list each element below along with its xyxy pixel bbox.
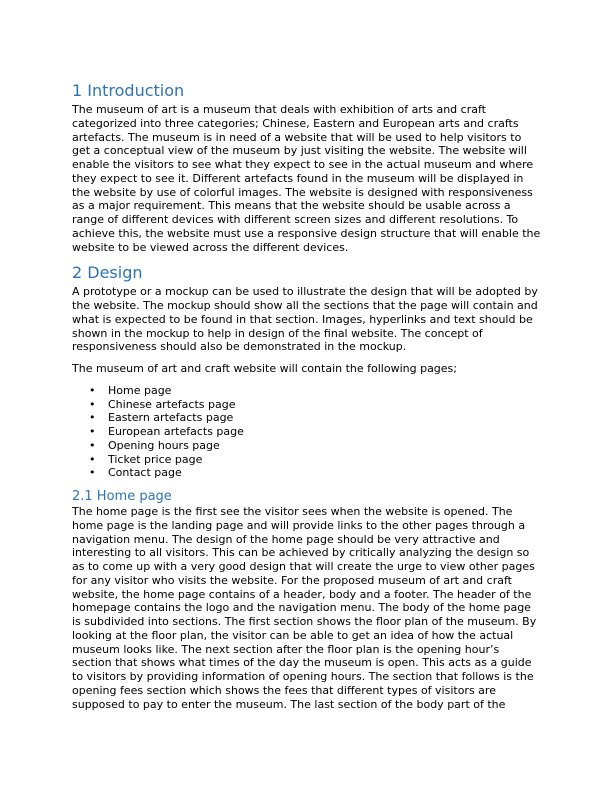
home-page-paragraph: The home page is the first see the visitor sees when the website is opened. The home page is the landing page and will provide links to the other pages through a navigation menu. The design of the home page should be very attractive and interesting to all visitors. This can be achieved by critically analyzing the design so as to come up with a very good design that will create the urge to view other pages for any visitor who visits the website. For the proposed museum of art and craft website, the home page contains of a header, body and a footer. The header of the homepage contains the logo and the navigation menu. The body of the home page is subdivided into sections. The first section shows the floor plan of the museum. By looking at the floor plan, the visitor can be able to get an idea of how the actual museum looks like. The next section after the floor plan is the opening hour’s section that shows what times of the day the museum is open. This acts as a guide to visitors by providing information of opening hours. The section that follows is the opening fees section which shows the fees that different types of visitors are supposed to pay to enter the museum. The last section of the body part of the <box>72 505 537 711</box>
introduction-paragraph: The museum of art is a museum that deals with exhibition of arts and craft categorized into three categories; Chinese, Eastern and European arts and crafts artefacts. The museum is in need of a website that will be used to help visitors to get a conceptual view of the museum by just visiting the website. The website will enable the visitors to see what they expect to see in the actual museum and where they expect to see it. Different artefacts found in the museum will be displayed in the website by use of colorful images. The website is designed with responsiveness as a major requirement. This means that the website should be usable across a range of different devices with different screen sizes and different resolutions. To achieve this, the website must use a responsive design structure that will enable the website to be viewed across the different devices. <box>72 103 541 254</box>
bullet-marker: • <box>89 452 96 466</box>
list-item <box>72 439 542 453</box>
list-item-text: Eastern artefacts page <box>108 411 234 425</box>
list-item <box>72 453 542 467</box>
list-item <box>72 466 542 480</box>
list-item-text: Contact page <box>108 466 182 480</box>
list-item-text: Ticket price page <box>108 452 203 466</box>
list-item-text: European artefacts page <box>108 425 244 438</box>
pages-list-wrapper <box>72 384 542 480</box>
list-item <box>72 398 542 412</box>
introduction-heading: 1 Introduction <box>72 81 185 100</box>
list-item-text: Opening hours page <box>108 438 220 452</box>
bullet-marker: • <box>89 425 96 438</box>
list-item <box>72 384 542 398</box>
bullet-marker: • <box>89 411 96 425</box>
list-item-text: Home page <box>108 383 172 397</box>
bullet-marker: • <box>89 466 96 480</box>
design-paragraph-1: A prototype or a mockup can be used to illustrate the design that will be adopted by the website. The mockup should show all the sections that the page will contain and what is expected to be found in that section. Images, hyperlinks and text should be shown in the mockup to help in design of the final website. The concept of responsiveness should also be demonstrated in the mockup. <box>72 285 538 354</box>
home-page-heading: 2.1 Home page <box>72 489 172 504</box>
pages-list <box>72 384 542 480</box>
list-item-text: Chinese artefacts page <box>108 397 236 411</box>
bullet-marker: • <box>89 438 96 452</box>
list-item <box>72 425 542 439</box>
design-heading: 2 Design <box>72 263 143 283</box>
document-page <box>72 81 542 711</box>
bullet-marker: • <box>89 397 96 411</box>
design-paragraph-2: The museum of art and craft website will contain the following pages; <box>72 362 457 375</box>
bullet-marker: • <box>89 383 96 397</box>
list-item <box>72 411 542 425</box>
